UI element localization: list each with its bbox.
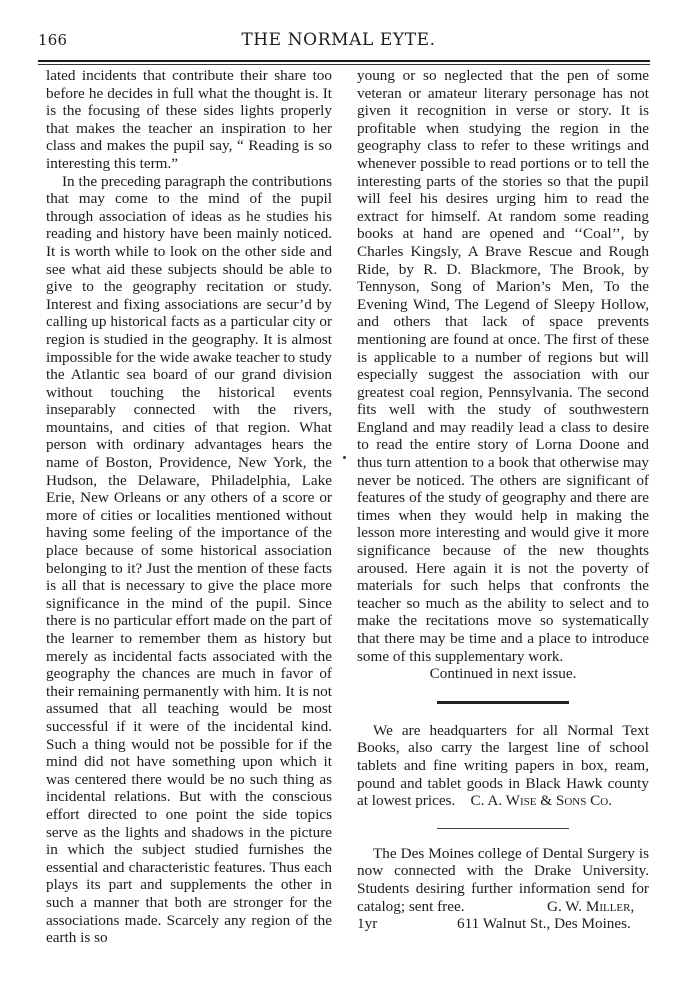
article-paragraph: In the preceding paragraph the contributions that may come to the mind of the pupil through association of ideas as he studies his reading and history have been mainly noticed. It is worth while to look on the other side and see what aid these subjects should be able to give to the geography recitation or study. Interest and fixing associations are secur’d by calling up historical facts as a particular city or region is studied in the geography. It is almost impossible for the wide awake teacher to study the Atlantic sea board of our grand division without touching the historical events inseparably connected with the rivers, mountains, and cities of that region. What person with ordinary advantages hears the name of Boston, Providence, New York, the Hudson, the Delaware, Philadelphia, Lake Erie, New Orleans or any others of a score or more of cities or localities mentioned without having some feeling of the importance of the place because of some historical association belonging to it? Just the mention of these facts is all that is necessary to give the place more significance in the mind of the pupil. Since there is no particular effort made on the part of the learner to remember them as history but merely as incidental facts associated with the geography the chances are much in favor of their remaining permanently with him. It is not assumed that all teaching would be most successful if it were of the incidental kind. Such a thing would not be possible for if the mind did not have something upon which it was centered there would be no such thing as incidental relations. But with the conscious effort directed to one point the side topics serve as the lights and shadows in the picture in which the subject studied furnishes the essential and characteristic features. Thus each plays its part and supplements the other in such a manner that both are stronger for the associations made. Scarcely any region of the earth is so <box>46 172 332 947</box>
continued-notice: Continued in next issue. <box>429 665 577 683</box>
article-paragraph-continuation: lated incidents that contribute their share too before he decides in full what the thought is. It is the focusing of these sides lights properly that makes the teacher an inspiration to her class and makes the pupil say, “ Reading is so interesting this term.” <box>46 67 332 172</box>
header-rule-thick <box>38 60 650 62</box>
dental-ad-signature: G. W. Miller, <box>547 897 635 915</box>
page-number: 166 <box>38 31 68 49</box>
running-head-title: THE NORMAL EYTE. <box>241 30 436 50</box>
dental-ad-term: 1yr <box>357 915 378 933</box>
left-column <box>46 67 332 947</box>
dental-ad-text: The Des Moines college of Dental Surgery is now connected with the Drake University. Students desiring further information send for catalog; sent free. <box>357 844 649 915</box>
bookstore-ad-signature: C. A. Wise & Sons Co. <box>470 792 613 810</box>
header-rule-thin <box>38 64 650 65</box>
dental-ad-address: 611 Walnut St., Des Moines. <box>457 915 631 933</box>
dental-college-advertisement <box>357 845 649 933</box>
bookstore-advertisement <box>357 722 649 810</box>
section-divider-thin <box>437 828 569 829</box>
section-divider <box>437 701 569 704</box>
article-paragraph: young or so neglected that the pen of some veteran or amateur literary personage has not given it recognition in verse or story. It is profitable when studying the region in the geography class to refer to these writings and whenever possible to read portions or to tell the interesting parts of the stories so that the pupil will feel his desires urging him to read the extract for himself. At random some reading books at hand are opened and ‘‘Coal’’, by Charles Kingsly, A Brave Rescue and Rough Ride, by R. D. Blackmore, The Brook, by Tennyson, Song of Marion’s Men, To the Evening Wind, The Legend of Sleepy Hollow, and others that lack of space prevents mentioning are found at once. The first of these is applicable to a number of regions but will especially suggest the association with our greatest coal region, Pennsylvania. The second fits well with the study of southwestern England and may readily lead a class to desire to read the entire story of Lorna Doone and thus turn attention to a book that otherwise may never be noticed. The others are significant of features of the study of geography and there are times when they would help in making the lesson more interesting and would give it more significance because of the new thoughts aroused. Here again it is not the poverty of materials for such helps that confronts the teacher so much as the ability to select and to make the recitations move so systematically that there may be time and a place to introduce some of this supplementary work. <box>357 67 649 665</box>
column-margin-mark <box>343 456 346 459</box>
right-column <box>357 67 649 933</box>
bookstore-ad-text: We are headquarters for all Normal Text Books, also carry the largest line of school tablets and fine writing papers in box, ream, pound and tablet goods in Black Hawk county at lowest prices. <box>357 721 649 810</box>
